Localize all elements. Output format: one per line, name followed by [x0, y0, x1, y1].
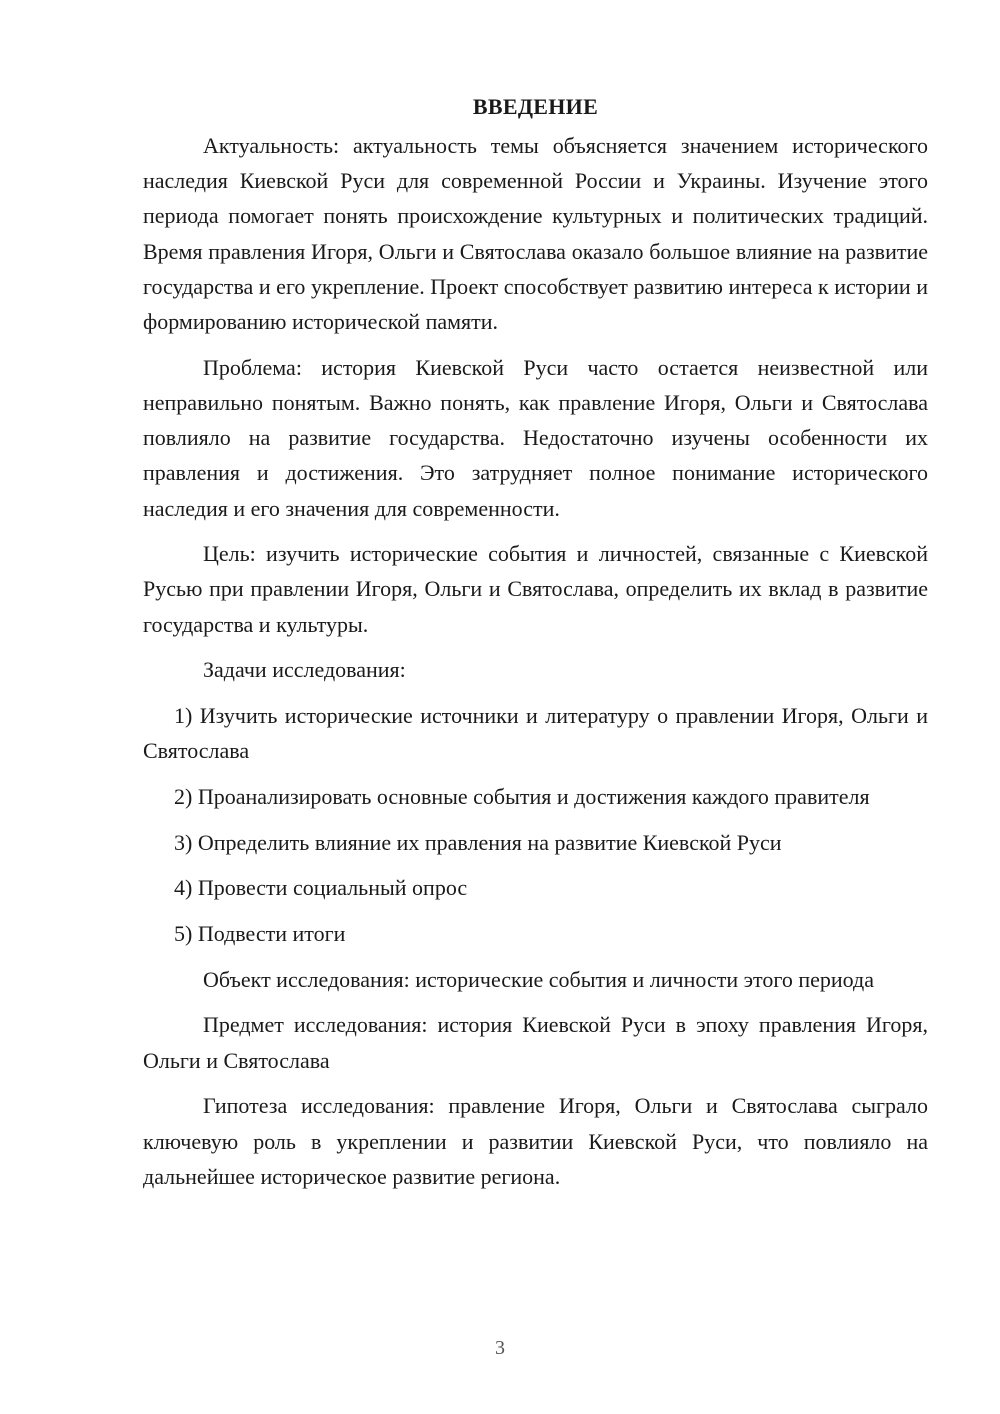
- task-item: 5) Подвести итоги: [174, 921, 346, 947]
- goal-paragraph: Цель: изучить исторические события и личностей, связанные с Киевской Русью при правлении Игоря, Ольги и Святослава, определить их вклад в развитие государства и культуры.: [143, 541, 928, 637]
- object-paragraph: Объект исследования: исторические события и личности этого периода: [203, 966, 874, 992]
- task-item: 2) Проанализировать основные события и достижения каждого правителя: [174, 783, 870, 809]
- page-number: 3: [495, 1337, 505, 1359]
- section-heading: ВВЕДЕНИЕ: [472, 94, 599, 119]
- document-page: [143, 90, 928, 1204]
- hypothesis-paragraph: Гипотеза исследования: правление Игоря, Ольги и Святослава сыграло ключевую роль в укреплении и развитии Киевской Руси, что повлияло на дальнейшее историческое развитие региона.: [143, 1093, 928, 1189]
- task-item: 3) Определить влияние их правления на развитие Киевской Руси: [174, 829, 782, 855]
- task-item: 1) Изучить исторические источники и литературу о правлении Игоря, Ольги и Святослава: [143, 703, 928, 764]
- task-item: 4) Провести социальный опрос: [174, 875, 468, 901]
- problem-paragraph: Проблема: история Киевской Руси часто остается неизвестной или неправильно понятым. Важно понять, как правление Игоря, Ольги и Святослава повлияло на развитие государства. Недостаточно изучены особенности их правления и достижения. Это затрудняет полное понимание исторического наследия и его значения для современности.: [143, 354, 928, 521]
- subject-paragraph: Предмет исследования: история Киевской Руси в эпоху правления Игоря, Ольги и Святослава: [143, 1012, 928, 1073]
- relevance-paragraph: Актуальность: актуальность темы объясняется значением исторического наследия Киевской Руси для современной России и Украины. Изучение этого периода помогает понять происхождение культурных и политических традиций. Время правления Игоря, Ольги и Святослава оказало большое влияние на развитие государства и его укрепление. Проект способствует развитию интереса к истории и формированию исторической памяти.: [143, 133, 928, 335]
- tasks-label: Задачи исследования:: [203, 657, 406, 683]
